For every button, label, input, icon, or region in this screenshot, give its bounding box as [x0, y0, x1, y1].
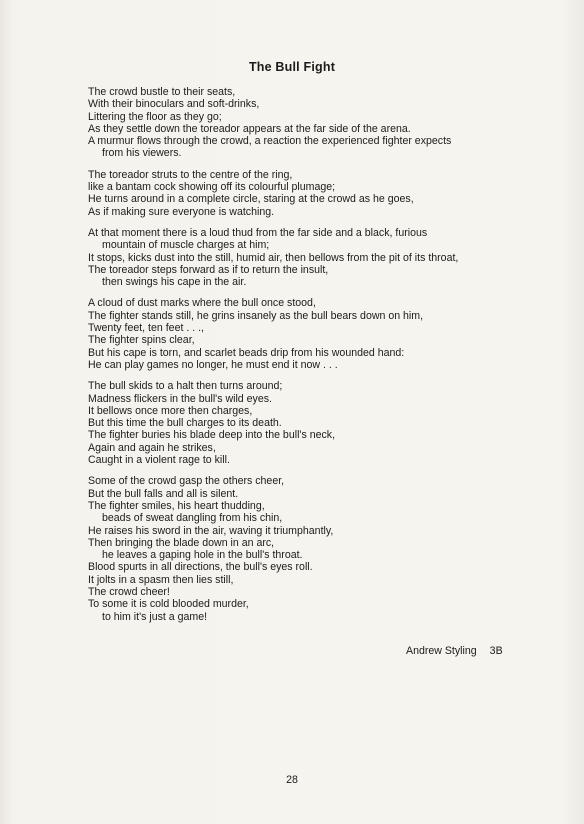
poem-line: The fighter smiles, his heart thudding,	[88, 499, 265, 512]
poem-line: But his cape is torn, and scarlet beads drip from his wounded hand:	[88, 346, 405, 359]
stanza	[88, 227, 528, 288]
poem-line: It jolts in a spasm then lies still,	[88, 573, 234, 586]
poem-line: The crowd bustle to their seats,	[88, 86, 236, 98]
poem-line: The fighter buries his blade deep into the bull's neck,	[88, 429, 336, 442]
poem-line: from his viewers.	[102, 147, 182, 160]
stanza	[88, 297, 528, 371]
poem-line: Littering the floor as they go;	[88, 110, 222, 123]
stanza	[88, 169, 528, 218]
poem-line: The fighter stands still, he grins insanely as the bull bears down on him,	[88, 309, 424, 322]
poem-line: Caught in a violent rage to kill.	[88, 454, 230, 467]
page-number: 28	[286, 774, 298, 786]
poem-body	[88, 86, 528, 632]
poem-line: Madness flickers in the bull's wild eyes.	[88, 392, 272, 405]
author-credit	[406, 645, 503, 657]
poem-line: Again and again he strikes,	[88, 441, 216, 454]
author-name: Andrew Styling	[406, 645, 477, 657]
poem-line: It bellows once more then charges,	[88, 404, 253, 417]
poem-line: As if making sure everyone is watching.	[88, 205, 275, 218]
poem-line: The toreador steps forward as if to return the insult,	[88, 263, 329, 276]
stanza	[88, 86, 528, 160]
poem-title: The Bull Fight	[248, 60, 336, 74]
poem-line: to him it's just a game!	[102, 610, 208, 623]
poem-line: he leaves a gaping hole in the bull's throat.	[102, 549, 303, 562]
poem-line: like a bantam cock showing off its colourful plumage;	[88, 181, 336, 194]
poem-line: The fighter spins clear,	[88, 334, 195, 347]
poem-line: To some it is cold blooded murder,	[88, 598, 249, 611]
poem-line: But this time the bull charges to its death.	[88, 417, 282, 430]
poem-line: He can play games no longer, he must end it now . . .	[88, 358, 338, 371]
poem-line: A cloud of dust marks where the bull once stood,	[88, 297, 316, 310]
poem-line: At that moment there is a loud thud from the far side and a black, furious	[88, 226, 428, 239]
poem-line: He turns around in a complete circle, staring at the crowd as he goes,	[88, 193, 414, 206]
stanza	[88, 475, 528, 623]
author-form: 3B	[489, 645, 503, 657]
poem-line: then swings his cape in the air.	[102, 276, 247, 289]
poem-line: The toreador struts to the centre of the ring,	[88, 168, 293, 181]
poem-line: With their binoculars and soft-drinks,	[88, 98, 260, 111]
stanza	[88, 380, 528, 466]
poem-line: Some of the crowd gasp the others cheer,	[88, 475, 285, 488]
poem-line: Blood spurts in all directions, the bull's eyes roll.	[88, 561, 313, 574]
poem-line: Then bringing the blade down in an arc,	[88, 536, 275, 549]
poem-line: A murmur flows through the crowd, a reaction the experienced fighter expects	[88, 135, 452, 148]
poem-line: As they settle down the toreador appears at the far side of the arena.	[88, 122, 411, 135]
poem-line: He raises his sword in the air, waving it triumphantly,	[88, 524, 334, 537]
poem-line: The bull skids to a halt then turns around;	[88, 380, 283, 393]
poem-line: But the bull falls and all is silent.	[88, 487, 239, 500]
poem-line: It stops, kicks dust into the still, humid air, then bellows from the pit of its throat,	[88, 251, 459, 264]
poem-line: beads of sweat dangling from his chin,	[102, 512, 283, 525]
poem-line: Twenty feet, ten feet . . .,	[88, 322, 205, 335]
poem-line: The crowd cheer!	[88, 585, 170, 598]
poem-line: mountain of muscle charges at him;	[102, 239, 270, 252]
